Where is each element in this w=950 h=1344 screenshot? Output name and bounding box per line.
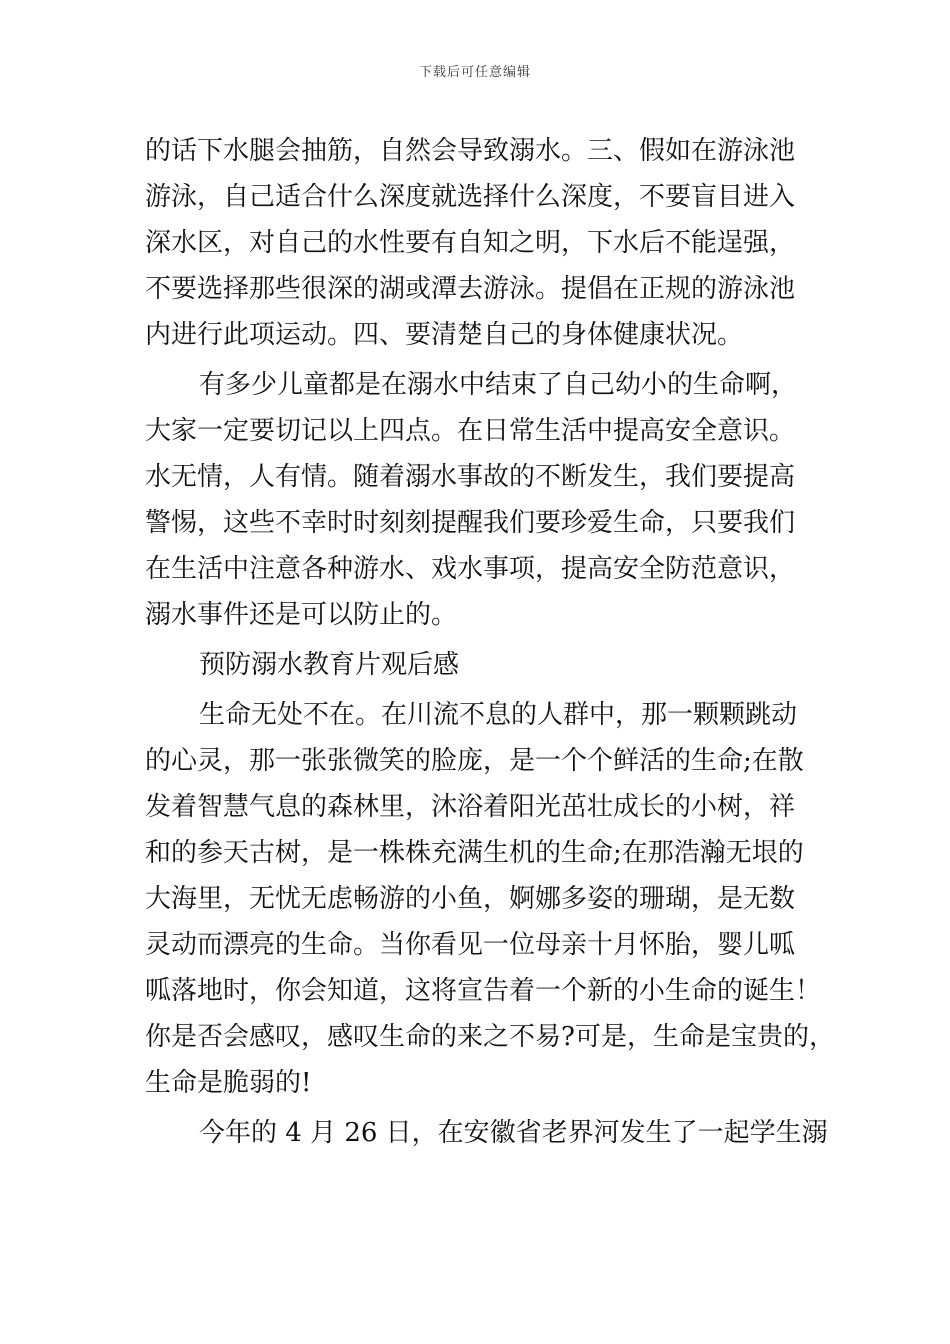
paragraph-line: 发着智慧气息的森林里，沐浴着阳光茁壮成长的小树，祥 — [145, 792, 796, 822]
paragraph-line: 呱落地时，你会知道，这将宣告着一个新的小生命的诞生！ — [145, 976, 822, 1006]
paragraph-line: 灵动而漂亮的生命。当你看见一位母亲十月怀胎，婴儿呱 — [145, 930, 796, 960]
paragraph-line: 今年的 4 月 26 日，在安徽省老界河发生了一起学生溺 — [199, 1118, 828, 1148]
document-body — [145, 128, 835, 1156]
paragraph-line: 在生活中注意各种游水、戏水事项，提高安全防范意识， — [145, 554, 796, 584]
paragraph-line: 有多少儿童都是在溺水中结束了自己幼小的生命啊， — [199, 370, 798, 400]
paragraph-line: 的话下水腿会抽筋，自然会导致溺水。三、假如在游泳池 — [145, 136, 796, 166]
paragraph-line: 和的参天古树，是一株株充满生机的生命;在那浩瀚无垠的 — [145, 838, 804, 868]
paragraph-line: 大家一定要切记以上四点。在日常生活中提高安全意识。 — [145, 416, 796, 446]
paragraph-line: 的心灵，那一张张微笑的脸庞，是一个个鲜活的生命;在散 — [145, 746, 804, 776]
paragraph-line: 溺水事件还是可以防止的。 — [145, 600, 458, 630]
paragraph-line: 不要选择那些很深的湖或潭去游泳。提倡在正规的游泳池 — [145, 274, 796, 304]
paragraph-line: 游泳，自己适合什么深度就选择什么深度，不要盲目进入 — [145, 182, 796, 212]
paragraph-line: 你是否会感叹，感叹生命的来之不易?可是，生命是宝贵的， — [145, 1022, 835, 1052]
paragraph-line: 大海里，无忧无虑畅游的小鱼，婀娜多姿的珊瑚，是无数 — [145, 884, 796, 914]
paragraph-line: 深水区，对自己的水性要有自知之明，下水后不能逞强， — [145, 228, 796, 258]
paragraph-line: 警惕，这些不幸时时刻刻提醒我们要珍爱生命，只要我们 — [145, 508, 796, 538]
page-header: 下载后可任意编辑 — [418, 65, 531, 80]
paragraph-line: 生命是脆弱的! — [145, 1068, 312, 1098]
paragraph-line: 水无情，人有情。随着溺水事故的不断发生，我们要提高 — [145, 462, 796, 492]
paragraph-line: 生命无处不在。在川流不息的人群中，那一颗颗跳动 — [199, 700, 798, 730]
section-heading: 预防溺水教育片观后感 — [199, 650, 460, 680]
paragraph-line: 内进行此项运动。四、要清楚自己的身体健康状况。 — [145, 320, 744, 350]
